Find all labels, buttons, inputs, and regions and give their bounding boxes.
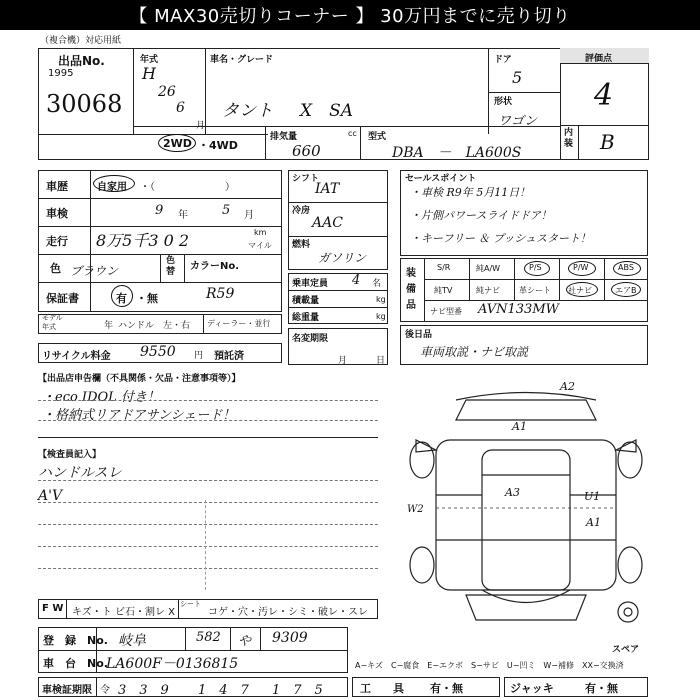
recycle-value: 9550 bbox=[140, 344, 176, 360]
fuel-label: 燃料 bbox=[292, 240, 311, 250]
reg-class: 582 bbox=[196, 630, 221, 645]
month-unit: 月 bbox=[196, 121, 206, 131]
doors: 5 bbox=[512, 68, 523, 87]
month: 6 bbox=[176, 100, 185, 116]
fuel-value: ガソリン bbox=[318, 251, 367, 265]
reg-day-unit: 日 bbox=[376, 356, 386, 366]
lot-small: 1995 bbox=[48, 68, 74, 79]
inspection-month: 5 bbox=[222, 203, 231, 218]
interior-grade: B bbox=[600, 130, 615, 154]
door-label: ドア bbox=[494, 55, 512, 65]
model-year-unit: 年 bbox=[104, 321, 114, 331]
expiry-year: 3 3 9 bbox=[118, 683, 169, 698]
score-label: 評価点 bbox=[585, 54, 613, 64]
mile-unit: マイル bbox=[248, 241, 272, 250]
usage-label: 車歴 bbox=[46, 180, 68, 193]
color-change-label: 色替 bbox=[166, 256, 176, 277]
inspection-year: 9 bbox=[155, 203, 164, 218]
note-2: ・格納式リアドアサンシェード！ bbox=[42, 408, 236, 423]
sales-points-label: セールスポイント bbox=[405, 174, 477, 184]
reg-change-label: 名変期限 bbox=[292, 334, 329, 344]
ac-label: 冷房 bbox=[292, 206, 311, 216]
interior-label: 内装 bbox=[564, 128, 574, 149]
seat-label: シート bbox=[180, 600, 201, 608]
navi-label: ナビ型番 bbox=[430, 307, 462, 316]
year: 26 bbox=[158, 84, 176, 100]
year-label: 年式 bbox=[140, 55, 159, 65]
equip-abs: ABS bbox=[618, 263, 634, 272]
expiry-day: 1 4 7 bbox=[198, 683, 249, 698]
handle-label: ハンドル 左・右 bbox=[118, 321, 191, 331]
expiry-month: 1 7 5 bbox=[272, 683, 323, 698]
equipment-label: 装備品 bbox=[406, 268, 416, 311]
load-label: 積載量 bbox=[292, 296, 320, 306]
reg-label: 登 録 No. bbox=[43, 634, 108, 647]
lot-number: 30068 bbox=[46, 90, 123, 118]
chassis-label: 車 台 No. bbox=[43, 657, 108, 670]
fw-items: キズ・ト ビ石・割レ X bbox=[72, 607, 176, 618]
later-items-value: 車両取説・ナビ取説 bbox=[420, 345, 529, 359]
mileage-label: 走行 bbox=[46, 235, 68, 248]
chassis-value: LA600F－0136815 bbox=[106, 656, 239, 672]
usage-value: 自家用 bbox=[97, 182, 127, 193]
color-label: 色 bbox=[50, 262, 61, 275]
body-label: 形状 bbox=[494, 97, 513, 107]
expiry-era: 令 bbox=[100, 685, 110, 696]
model-label: 車名・グレード bbox=[210, 55, 274, 65]
displacement-label: 排気量 bbox=[270, 132, 298, 142]
warranty-yes: 有 bbox=[116, 292, 127, 305]
reg-number: 9309 bbox=[272, 630, 308, 646]
year-unit: 年 bbox=[178, 210, 188, 221]
capacity-value: 4 bbox=[352, 273, 361, 288]
recycle-unit: 円 bbox=[194, 351, 204, 361]
model-code-label: 型式 bbox=[368, 132, 387, 142]
mark-a1-front: A1 bbox=[512, 420, 527, 433]
tools-value: 有・無 bbox=[430, 682, 463, 695]
month-unit-history: 月 bbox=[244, 210, 254, 221]
grade: X SA bbox=[300, 101, 354, 121]
cc-unit: cc bbox=[348, 129, 357, 138]
jack-label: ジャッキ bbox=[510, 682, 554, 695]
drive-4wd: ・4WD bbox=[198, 139, 238, 152]
equip-airbag: エアB bbox=[615, 286, 637, 295]
car-diagram bbox=[396, 380, 656, 630]
navi-value: AVN133MW bbox=[478, 302, 559, 317]
tools-label: 工 具 bbox=[360, 682, 404, 695]
dealer-label: ディーラー・並行 bbox=[207, 319, 271, 328]
usage-rest: ・（ ） bbox=[140, 182, 235, 193]
seat-items: コゲ・穴・汚レ・シミ・破レ・スレ bbox=[208, 607, 368, 618]
drive-2wd: 2WD bbox=[163, 137, 192, 150]
mark-a2: A2 bbox=[560, 380, 575, 393]
inspector-line1: ハンドルスレ bbox=[38, 465, 122, 481]
shift-value: IAT bbox=[315, 181, 340, 197]
equip-navi: 純ナビ bbox=[476, 286, 500, 295]
equip-sha-navi: 社ナビ bbox=[568, 286, 592, 295]
reg-place: 岐阜 bbox=[118, 633, 146, 649]
notes-label: 【出品店申告欄（不具関係・欠品・注意事項等）】 bbox=[38, 374, 241, 384]
sheet-subtitle: （複合機）対応用紙 bbox=[40, 36, 122, 46]
body-type: ワゴン bbox=[498, 114, 538, 129]
equip-sr: S/R bbox=[437, 263, 451, 272]
inspector-line2: A'V bbox=[38, 488, 63, 504]
spare-label: スペア bbox=[612, 645, 640, 655]
model-year-label: モデル年式 bbox=[42, 314, 63, 331]
warranty-label: 保証書 bbox=[46, 292, 79, 305]
capacity-label: 乗車定員 bbox=[292, 279, 329, 289]
banner: 【 MAX30売切りコーナー 】 30万円までに売り切り bbox=[0, 0, 700, 30]
ac-value: AAC bbox=[312, 215, 343, 231]
note-1: ・eco IDOL 付き！ bbox=[42, 390, 160, 405]
color-no-label: カラーNo. bbox=[190, 261, 240, 272]
later-items-label: 後日品 bbox=[405, 330, 433, 340]
inspection-label: 車検 bbox=[46, 207, 68, 220]
era: H bbox=[142, 64, 156, 83]
load-kg: kg bbox=[376, 295, 386, 304]
mark-a1-side: A1 bbox=[586, 516, 601, 529]
mark-a3: A3 bbox=[505, 486, 520, 499]
fw-label: F W bbox=[42, 603, 64, 614]
equip-ps: P/S bbox=[529, 263, 542, 272]
weight-kg: kg bbox=[376, 312, 386, 321]
inspector-label: 【検査員記入】 bbox=[38, 450, 102, 460]
recycle-status: 預託済 bbox=[214, 351, 244, 362]
recycle-label: リサイクル料金 bbox=[42, 351, 111, 362]
sales-point-3: ・キーフリー ＆ プッシュスタート！ bbox=[410, 232, 592, 245]
sales-point-2: ・片側パワースライドドア！ bbox=[410, 209, 552, 222]
lot-label: 出品No. bbox=[58, 54, 105, 68]
color-code: R59 bbox=[206, 286, 235, 302]
equip-tv: 純TV bbox=[434, 286, 453, 295]
expiry-label: 車検証期限 bbox=[42, 685, 92, 696]
model-name: タント bbox=[222, 101, 273, 121]
color-value: ブラウン bbox=[70, 264, 119, 278]
mileage-value: 8万5千3 0 2 bbox=[96, 231, 190, 250]
warranty-no: ・無 bbox=[136, 292, 158, 305]
mark-w2: W2 bbox=[407, 504, 424, 515]
shift-label: シフト bbox=[292, 174, 320, 184]
equip-pw: P/W bbox=[573, 263, 589, 272]
damage-legend: A−キズ C−腐食 E−エクボ S−サビ U−凹ミ W−補修 XX−交換済 bbox=[355, 661, 624, 670]
km-unit: km bbox=[254, 228, 267, 237]
sales-point-1: ・車検 R9年 5月11日！ bbox=[410, 186, 531, 199]
equip-leather: 革シート bbox=[519, 286, 551, 295]
capacity-unit: 名 bbox=[372, 279, 382, 289]
model-code: DBA － LA600S bbox=[392, 145, 522, 161]
displacement: 660 bbox=[292, 142, 321, 160]
mark-u1: U1 bbox=[584, 490, 601, 503]
equip-aw: 純A/W bbox=[476, 264, 501, 273]
score: 4 bbox=[594, 78, 614, 113]
weight-label: 総重量 bbox=[292, 313, 320, 323]
reg-month-unit: 月 bbox=[338, 356, 348, 366]
jack-value: 有・無 bbox=[585, 682, 618, 695]
reg-kana: や bbox=[238, 634, 252, 649]
